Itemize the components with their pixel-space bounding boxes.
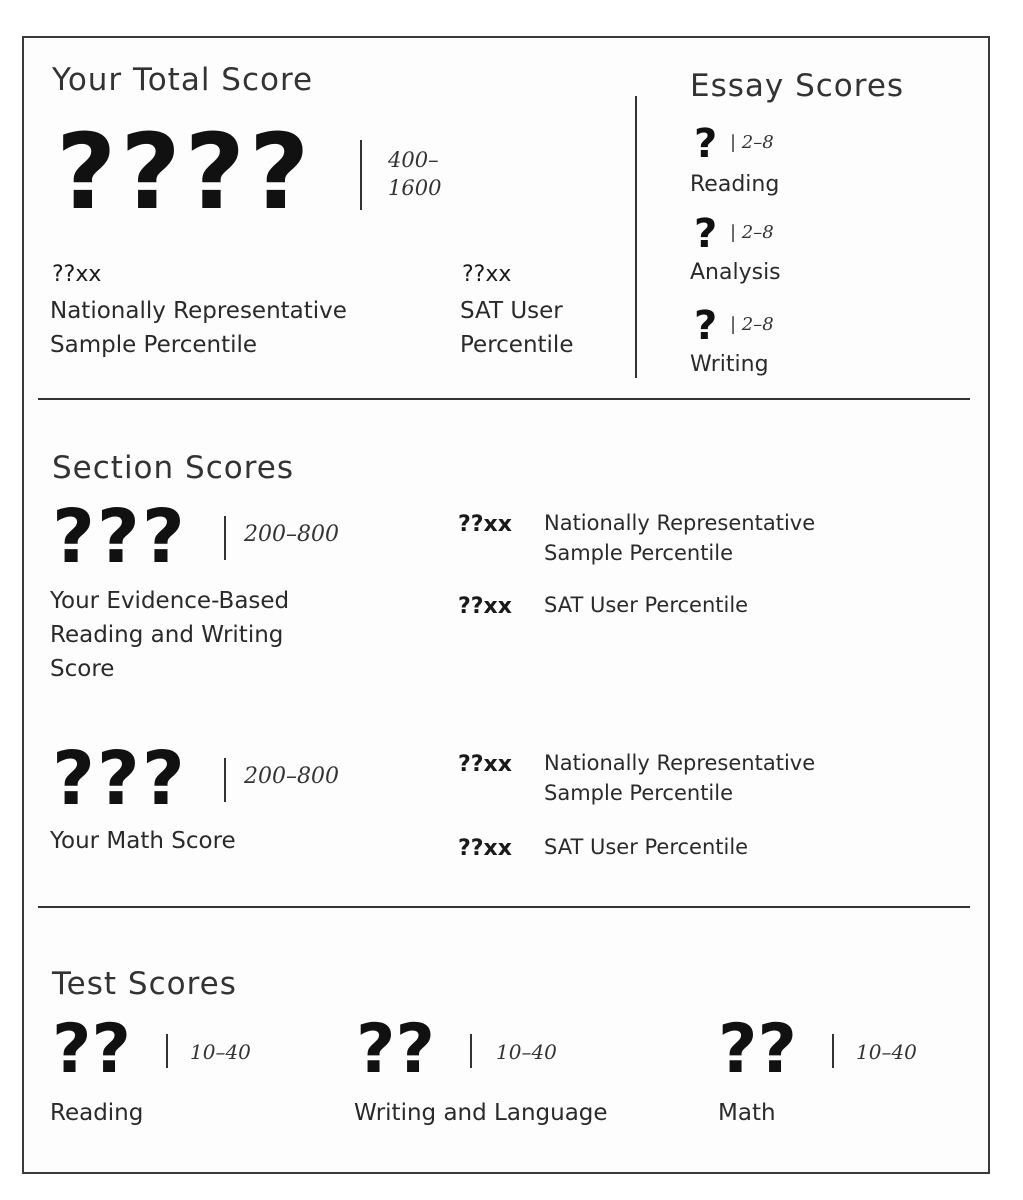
test-math-score: ?? <box>718 1010 797 1089</box>
ebrw-user-percentile-label: SAT User Percentile <box>544 593 749 617</box>
ebrw-score-label: Your Evidence-Based Reading and Writing Score <box>50 588 290 682</box>
section-scores-heading: Section Scores <box>52 450 295 486</box>
essay-scores-heading: Essay Scores <box>690 68 905 104</box>
ebrw-score-separator <box>224 516 226 560</box>
total-national-percentile-value: ??xx <box>52 262 102 287</box>
test-writing-label: Writing and Language <box>354 1100 608 1126</box>
test-reading-separator <box>166 1034 168 1068</box>
ebrw-score-range: 200–800 <box>244 522 339 547</box>
math-score-value: ??? <box>52 736 187 822</box>
ebrw-score-value: ??? <box>52 494 187 580</box>
divider-top <box>38 398 970 400</box>
test-math-range: 10–40 <box>856 1040 917 1064</box>
math-user-percentile-label: SAT User Percentile <box>544 835 749 859</box>
test-math-label: Math <box>718 1100 776 1126</box>
total-score-range-low: 400– <box>388 148 439 172</box>
test-math-separator <box>832 1034 834 1068</box>
math-score-range: 200–800 <box>244 764 339 789</box>
total-score-separator <box>360 140 362 210</box>
math-user-percentile-value: ??xx <box>458 836 512 861</box>
test-writing-score: ?? <box>356 1010 435 1089</box>
essay-writing-label: Writing <box>690 352 769 377</box>
math-score-label: Your Math Score <box>50 828 236 854</box>
essay-writing-score: ? <box>694 303 718 349</box>
test-writing-range: 10–40 <box>496 1040 557 1064</box>
ebrw-user-percentile-value: ??xx <box>458 594 512 619</box>
total-score-range-high: 1600 <box>388 176 442 200</box>
total-score-value: ???? <box>56 111 314 233</box>
math-national-percentile-value: ??xx <box>458 752 512 777</box>
total-national-percentile-label: Nationally Representative Sample Percentile <box>50 298 347 358</box>
essay-reading-range: | 2–8 <box>730 132 774 153</box>
test-reading-range: 10–40 <box>190 1040 251 1064</box>
essay-analysis-score: ? <box>694 211 718 257</box>
test-reading-label: Reading <box>50 1100 144 1126</box>
math-national-percentile-label: Nationally Representative Sample Percentile <box>544 751 816 805</box>
total-user-percentile-label: SAT User Percentile <box>460 298 574 358</box>
test-reading-score: ?? <box>52 1010 131 1089</box>
essay-writing-range: | 2–8 <box>730 314 774 335</box>
essay-reading-score: ? <box>694 121 718 167</box>
total-user-percentile-value: ??xx <box>462 262 512 287</box>
ebrw-national-percentile-label: Nationally Representative Sample Percentile <box>544 511 816 565</box>
divider-middle <box>38 906 970 908</box>
ebrw-national-percentile-value: ??xx <box>458 512 512 537</box>
test-writing-separator <box>470 1034 472 1068</box>
test-scores-heading: Test Scores <box>52 966 237 1002</box>
divider-vertical <box>635 96 637 378</box>
essay-analysis-label: Analysis <box>690 260 781 285</box>
essay-analysis-range: | 2–8 <box>730 222 774 243</box>
math-score-separator <box>224 758 226 802</box>
essay-reading-label: Reading <box>690 172 780 197</box>
total-score-heading: Your Total Score <box>52 62 314 98</box>
